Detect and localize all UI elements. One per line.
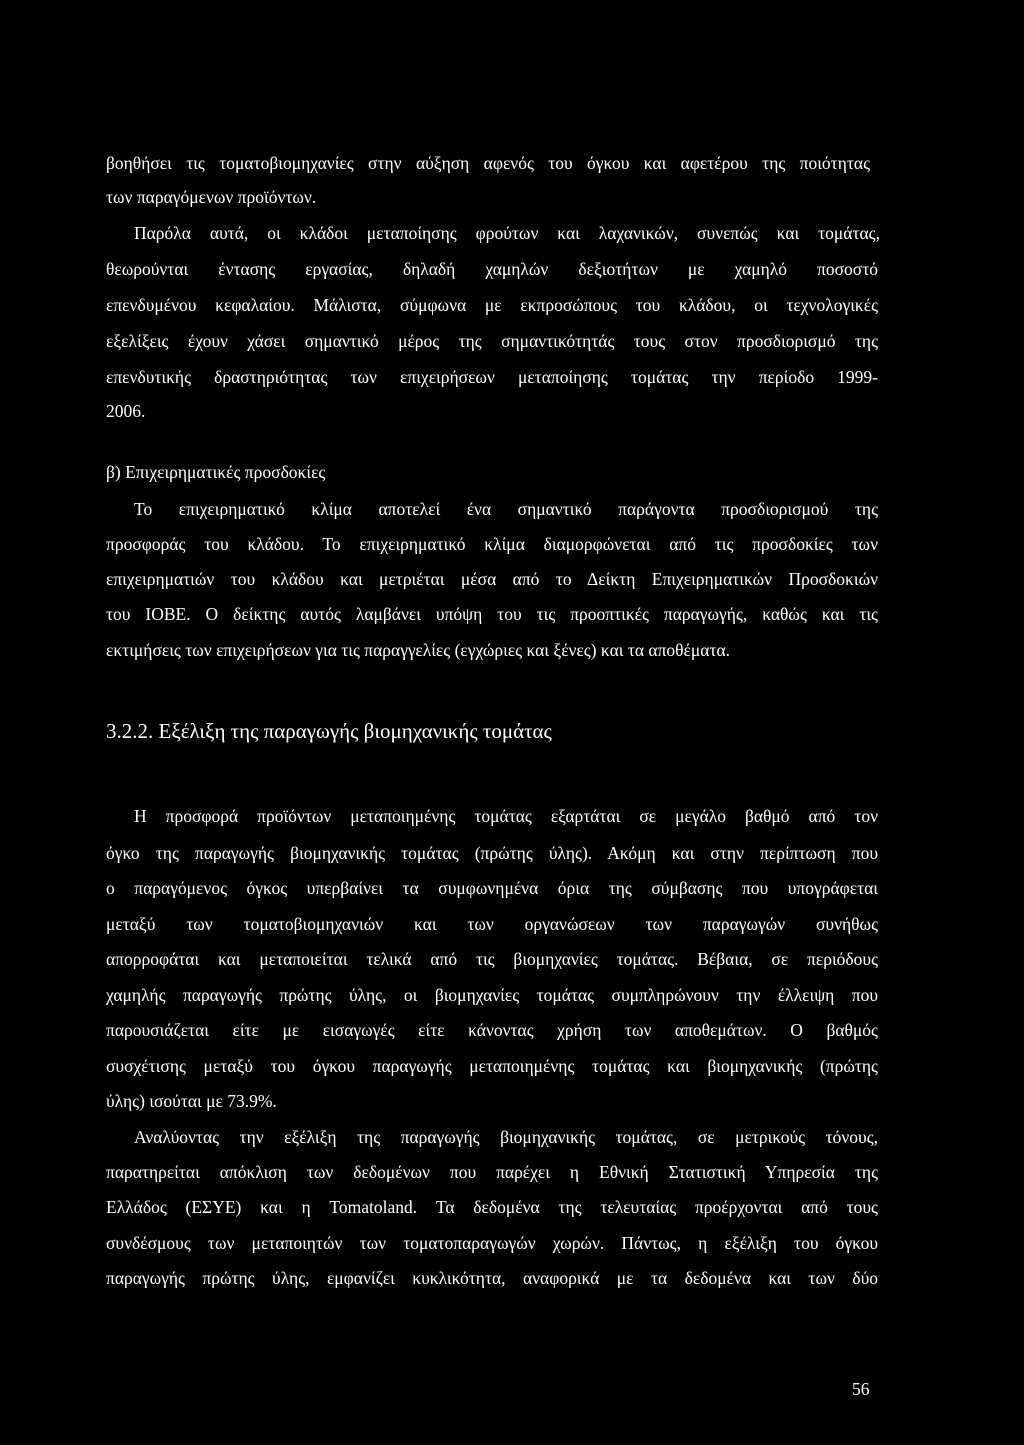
paragraph3-line-5: απορροφάται και μεταποιείται τελικά από τις βιομηχανίες τομάτας. Βέβαια, σε περιόδους	[106, 949, 878, 969]
paragraph3-line-3: ο παραγόμενος όγκος υπερβαίνει τα συμφωνημένα όρια της σύμβασης που υπογράφεται	[106, 878, 878, 898]
section-b-line-1: Το επιχειρηματικό κλίμα αποτελεί ένα σημαντικό παράγοντα προσδιορισμού της	[134, 499, 878, 519]
paragraph3-line-1: Η προσφορά προϊόντων μεταποιημένης τομάτας εξαρτάται σε μεγάλο βαθμό από τον	[134, 806, 878, 826]
paragraph2-line-6: 2006.	[106, 401, 146, 421]
paragraph2-line-5: επενδυτικής δραστηριότητας των επιχειρήσεων μεταποίησης τομάτας την περίοδο 1999-	[106, 367, 878, 387]
paragraph4-line-3: Ελλάδος (ΕΣΥΕ) και η Tomatoland. Τα δεδομένα της τελευταίας προέρχονται από τους	[106, 1197, 878, 1217]
section-b-heading: β) Επιχειρηματικές προσδοκίες	[106, 462, 326, 482]
paragraph1-line-2: των παραγόμενων προϊόντων.	[106, 187, 317, 207]
paragraph4-line-2: παρατηρείται απόκλιση των δεδομένων που παρέχει η Εθνική Στατιστική Υπηρεσία της	[106, 1162, 878, 1182]
page-number: 56	[852, 1379, 870, 1399]
paragraph2-line-1: Παρόλα αυτά, οι κλάδοι μεταποίησης φρούτων και λαχανικών, συνεπώς και τομάτας,	[134, 223, 880, 243]
paragraph2-line-4: εξελίξεις έχουν χάσει σημαντικό μέρος της σημαντικότητάς τους στον προσδιορισμό της	[106, 331, 878, 351]
paragraph3-line-7: παρουσιάζεται είτε με εισαγωγές είτε κάνοντας χρήση των αποθεμάτων. Ο βαθμός	[106, 1020, 878, 1040]
paragraph2-line-3: επενδυμένου κεφαλαίου. Μάλιστα, σύμφωνα με εκπροσώπους του κλάδου, οι τεχνολογικές	[106, 295, 878, 315]
paragraph3-line-6: χαμηλής παραγωγής πρώτης ύλης, οι βιομηχανίες τομάτας συμπληρώνουν την έλλειψη που	[106, 985, 878, 1005]
section-b-line-4: του ΙΟΒΕ. Ο δείκτης αυτός λαμβάνει υπόψη του τις προοπτικές παραγωγής, καθώς και τις	[106, 604, 878, 624]
paragraph3-line-8: συσχέτισης μεταξύ του όγκου παραγωγής μεταποιημένης τομάτας και βιομηχανικής (πρώτης	[106, 1056, 878, 1076]
paragraph4-line-4: συνδέσμους των μεταποιητών των τοματοπαραγωγών χωρών. Πάντως, η εξέλιξη του όγκου	[106, 1233, 878, 1253]
paragraph3-line-9: ύλης) ισούται με 73.9%.	[106, 1091, 277, 1111]
section-b-line-5: εκτιμήσεις των επιχειρήσεων για τις παραγγελίες (εγχώριες και ξένες) και τα αποθέματα.	[106, 640, 731, 660]
paragraph2-line-2: θεωρούνται έντασης εργασίας, δηλαδή χαμηλών δεξιοτήτων με χαμηλό ποσοστό	[106, 259, 878, 279]
section-b-line-3: επιχειρηματιών του κλάδου και μετριέται μέσα από το Δείκτη Επιχειρηματικών Προσδοκιών	[106, 569, 878, 589]
paragraph4-line-1: Αναλύοντας την εξέλιξη της παραγωγής βιομηχανικής τομάτας, σε μετρικούς τόνους,	[134, 1127, 878, 1147]
section-heading: 3.2.2. Εξέλιξη της παραγωγής βιομηχανικής τομάτας	[106, 719, 552, 743]
paragraph3-line-2: όγκο της παραγωγής βιομηχανικής τομάτας (πρώτης ύλης). Ακόμη και στην περίπτωση που	[106, 843, 878, 863]
section-b-line-2: προσφοράς του κλάδου. Το επιχειρηματικό κλίμα διαμορφώνεται από τις προσδοκίες των	[106, 534, 878, 554]
paragraph1-line-1: βοηθήσει τις τοματοβιομηχανίες στην αύξηση αφενός του όγκου και αφετέρου της ποιότητας	[106, 153, 870, 173]
paragraph3-line-4: μεταξύ των τοματοβιομηχανιών και των οργανώσεων των παραγωγών συνήθως	[106, 914, 878, 934]
paragraph4-line-5: παραγωγής πρώτης ύλης, εμφανίζει κυκλικότητα, αναφορικά με τα δεδομένα και των δύο	[106, 1268, 878, 1288]
